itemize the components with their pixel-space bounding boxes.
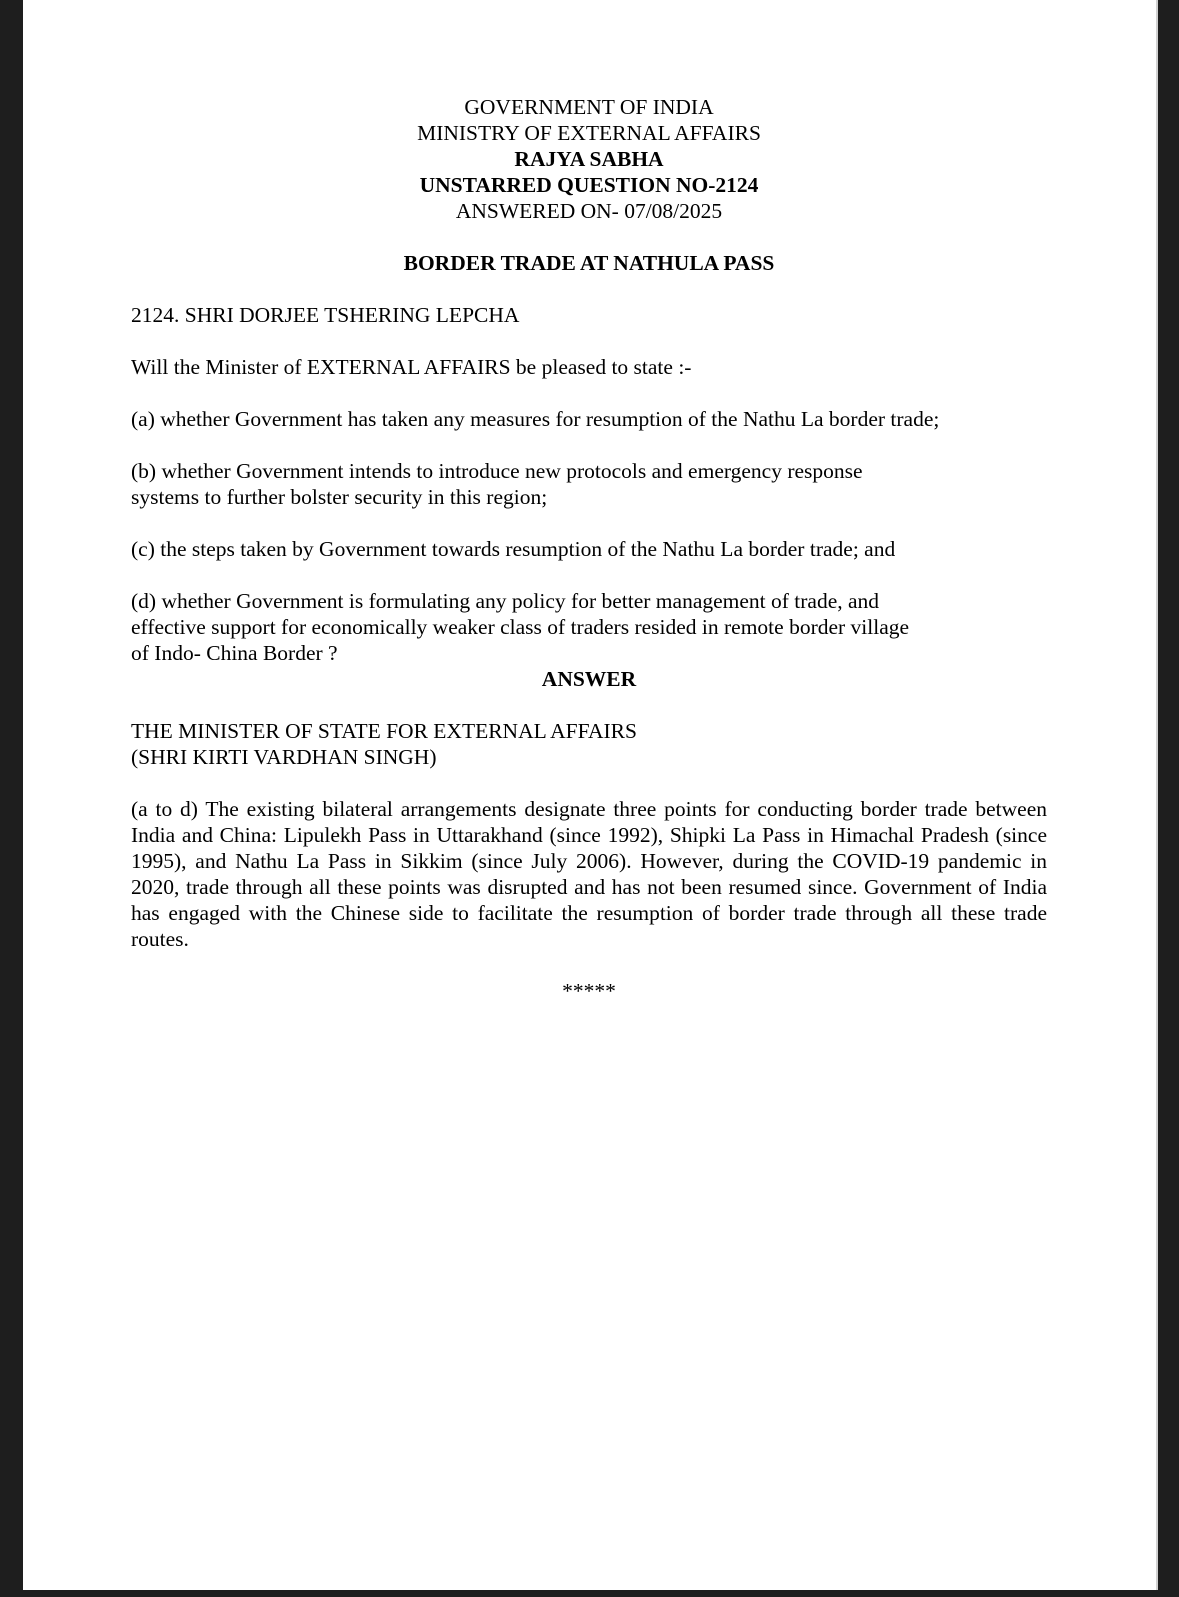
question-a: (a) whether Government has taken any measures for resumption of the Nathu La border trade;	[131, 407, 940, 431]
document-page	[23, 0, 1158, 1590]
minister-name: (SHRI KIRTI VARDHAN SINGH)	[131, 745, 437, 769]
question-d-line-1: (d) whether Government is formulating any policy for better management of trade, and	[131, 589, 880, 613]
header-government: GOVERNMENT OF INDIA	[464, 95, 714, 119]
header-house: RAJYA SABHA	[514, 147, 664, 171]
end-marker: *****	[562, 979, 616, 1003]
minister-title: THE MINISTER OF STATE FOR EXTERNAL AFFAIRS	[131, 719, 637, 743]
header-answered-date: ANSWERED ON- 07/08/2025	[455, 199, 723, 223]
question-b-line-1: (b) whether Government intends to introduce new protocols and emergency response	[131, 459, 863, 483]
document-title: BORDER TRADE AT NATHULA PASS	[403, 251, 775, 275]
questioner-name: 2124. SHRI DORJEE TSHERING LEPCHA	[131, 303, 520, 327]
question-intro: Will the Minister of EXTERNAL AFFAIRS be pleased to state :-	[131, 355, 692, 379]
question-d-line-3: of Indo- China Border ?	[131, 641, 338, 665]
header-ministry: MINISTRY OF EXTERNAL AFFAIRS	[417, 121, 761, 145]
question-d-line-2: effective support for economically weaker class of traders resided in remote border village	[131, 615, 910, 639]
question-b-line-2: systems to further bolster security in this region;	[131, 485, 548, 509]
question-d	[131, 588, 1047, 666]
question-b	[131, 458, 1047, 510]
answer-text: (a to d) The existing bilateral arrangements designate three points for conducting border trade between India and China: Lipulekh Pass in Uttarakhand (since 1992), Shipki La Pass in Himachal Pradesh (since 1995), and Nathu La Pass in Sikkim (since July 2006). However, during the COVID-19 pandemic in 2020, trade through all these points was disrupted and has not been resumed since. Government of India has engaged with the Chinese side to facilitate the resumption of border trade through all these trade routes.	[131, 797, 1047, 951]
header-question-number: UNSTARRED QUESTION NO-2124	[419, 173, 759, 197]
document-content	[131, 94, 1047, 1004]
question-c: (c) the steps taken by Government towards resumption of the Nathu La border trade; and	[131, 537, 896, 561]
minister-block	[131, 718, 1047, 770]
answer-heading: ANSWER	[541, 667, 637, 691]
document-header	[131, 94, 1047, 224]
